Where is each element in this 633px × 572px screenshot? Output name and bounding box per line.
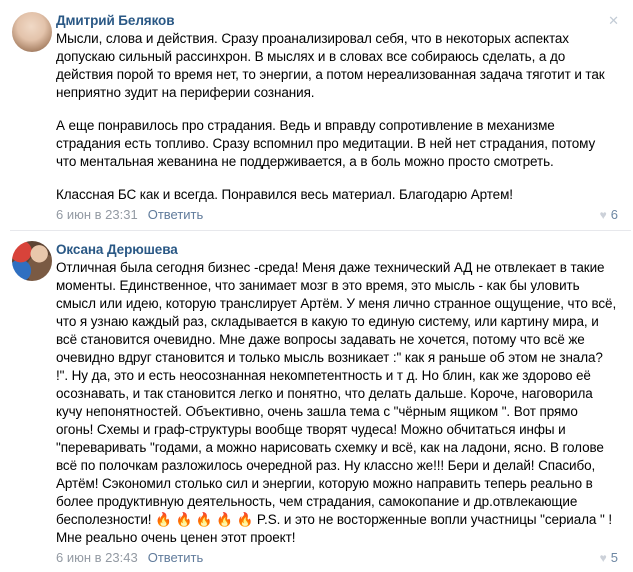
comment-head: [56, 241, 618, 259]
comment-paragraph: Классная БС как и всегда. Понравился весь материал. Благодарю Артем!: [56, 187, 513, 202]
avatar-dmitriy[interactable]: [12, 12, 52, 52]
comment-text: [56, 259, 618, 547]
comment-paragraph: Отличная была сегодня бизнес -среда! Меня даже технический АД не отвлекает в такие моменты. Единственное, что занимает мозг в это время, это мысль - как бы уловить смысл или идею, которую транслирует Артём. У меня лично странное ощущение, что всё, что я узнаю каждый раз, складывается в какую то единую систему, или картину мира, и всё становится очевидно. Мне даже вопросы задавать не хочется, потому что всё же очевидно вдруг становится и только мысль возникает :" как я раньше об этом не знала? !". Ну да, это и есть неосознанная некомпетентность и т д. Но блин, как же здорово её осознавать, и так становится легко и понятно, что делать дальше. Короче, наговорила кучу непонятностей. Объективно, очень зашла тема с "чёрным ящиком ". Вот прямо огонь! Схемы и граф-структуры вообще творят чудеса! Можно обчитаться инфы и "переваривать "годами, а можно нарисовать схемку и всё, как на ладони, ясно. В голове всё по полочкам разложилось очередной раз. Ну классно же!!! Бери и делай! Спасибо, Артём! Сэкономил столько сил и энергии, которую можно направить теперь реально в более продуктивную деятельность, чем страдания, самокопание и др.отвлекающие бесполезности! 🔥 🔥 🔥 🔥 🔥 P.S. и это не восторженные вопли участницы "сериала " !Мне реально очень ценен этот проект!: [56, 260, 617, 545]
comment-head: [56, 12, 618, 30]
comment-oksana: [0, 231, 633, 572]
author-link[interactable]: Дмитрий Беляков: [56, 13, 175, 28]
comment-footer: [56, 206, 618, 224]
reply-link[interactable]: Ответить: [147, 207, 204, 222]
comment-content: [56, 241, 620, 567]
avatar-oksana[interactable]: [12, 241, 52, 281]
like-count: 6: [610, 207, 618, 222]
close-icon[interactable]: ✕: [608, 13, 619, 28]
reply-link[interactable]: Ответить: [147, 550, 204, 565]
heart-icon: ♥: [599, 208, 607, 222]
comment-footer: [56, 549, 618, 567]
like-button[interactable]: [600, 549, 618, 567]
like-button[interactable]: [600, 206, 618, 224]
comment-date: 6 июн в 23:31: [56, 207, 138, 222]
comment-content: [56, 12, 620, 224]
comment-date: 6 июн в 23:43: [56, 550, 138, 565]
heart-icon: ♥: [599, 551, 607, 565]
comment-paragraph: А еще понравилось про страдания. Ведь и вправду сопротивление в механизме страдания есть топливо. Сразу вспомнил про медитации. В ней нет страдания, потому что ментальная жеванина не поддерживается, а в боль можно просто смотреть.: [56, 118, 596, 169]
author-link[interactable]: Оксана Дерюшева: [56, 242, 178, 257]
comment-paragraph: Мысли, слова и действия. Сразу проанализировал себя, что в некоторых аспектах допускаю сильный рассинхрон. В мыслях и в словах все собираюсь сделать, а до действия порой то время нет, то энергии, а потом нереализованная задача тяготит и так неприятно зудит на периферии сознания.: [56, 31, 605, 100]
comment-text: [56, 30, 618, 204]
comment-dmitriy: [0, 0, 633, 229]
like-count: 5: [610, 550, 618, 565]
